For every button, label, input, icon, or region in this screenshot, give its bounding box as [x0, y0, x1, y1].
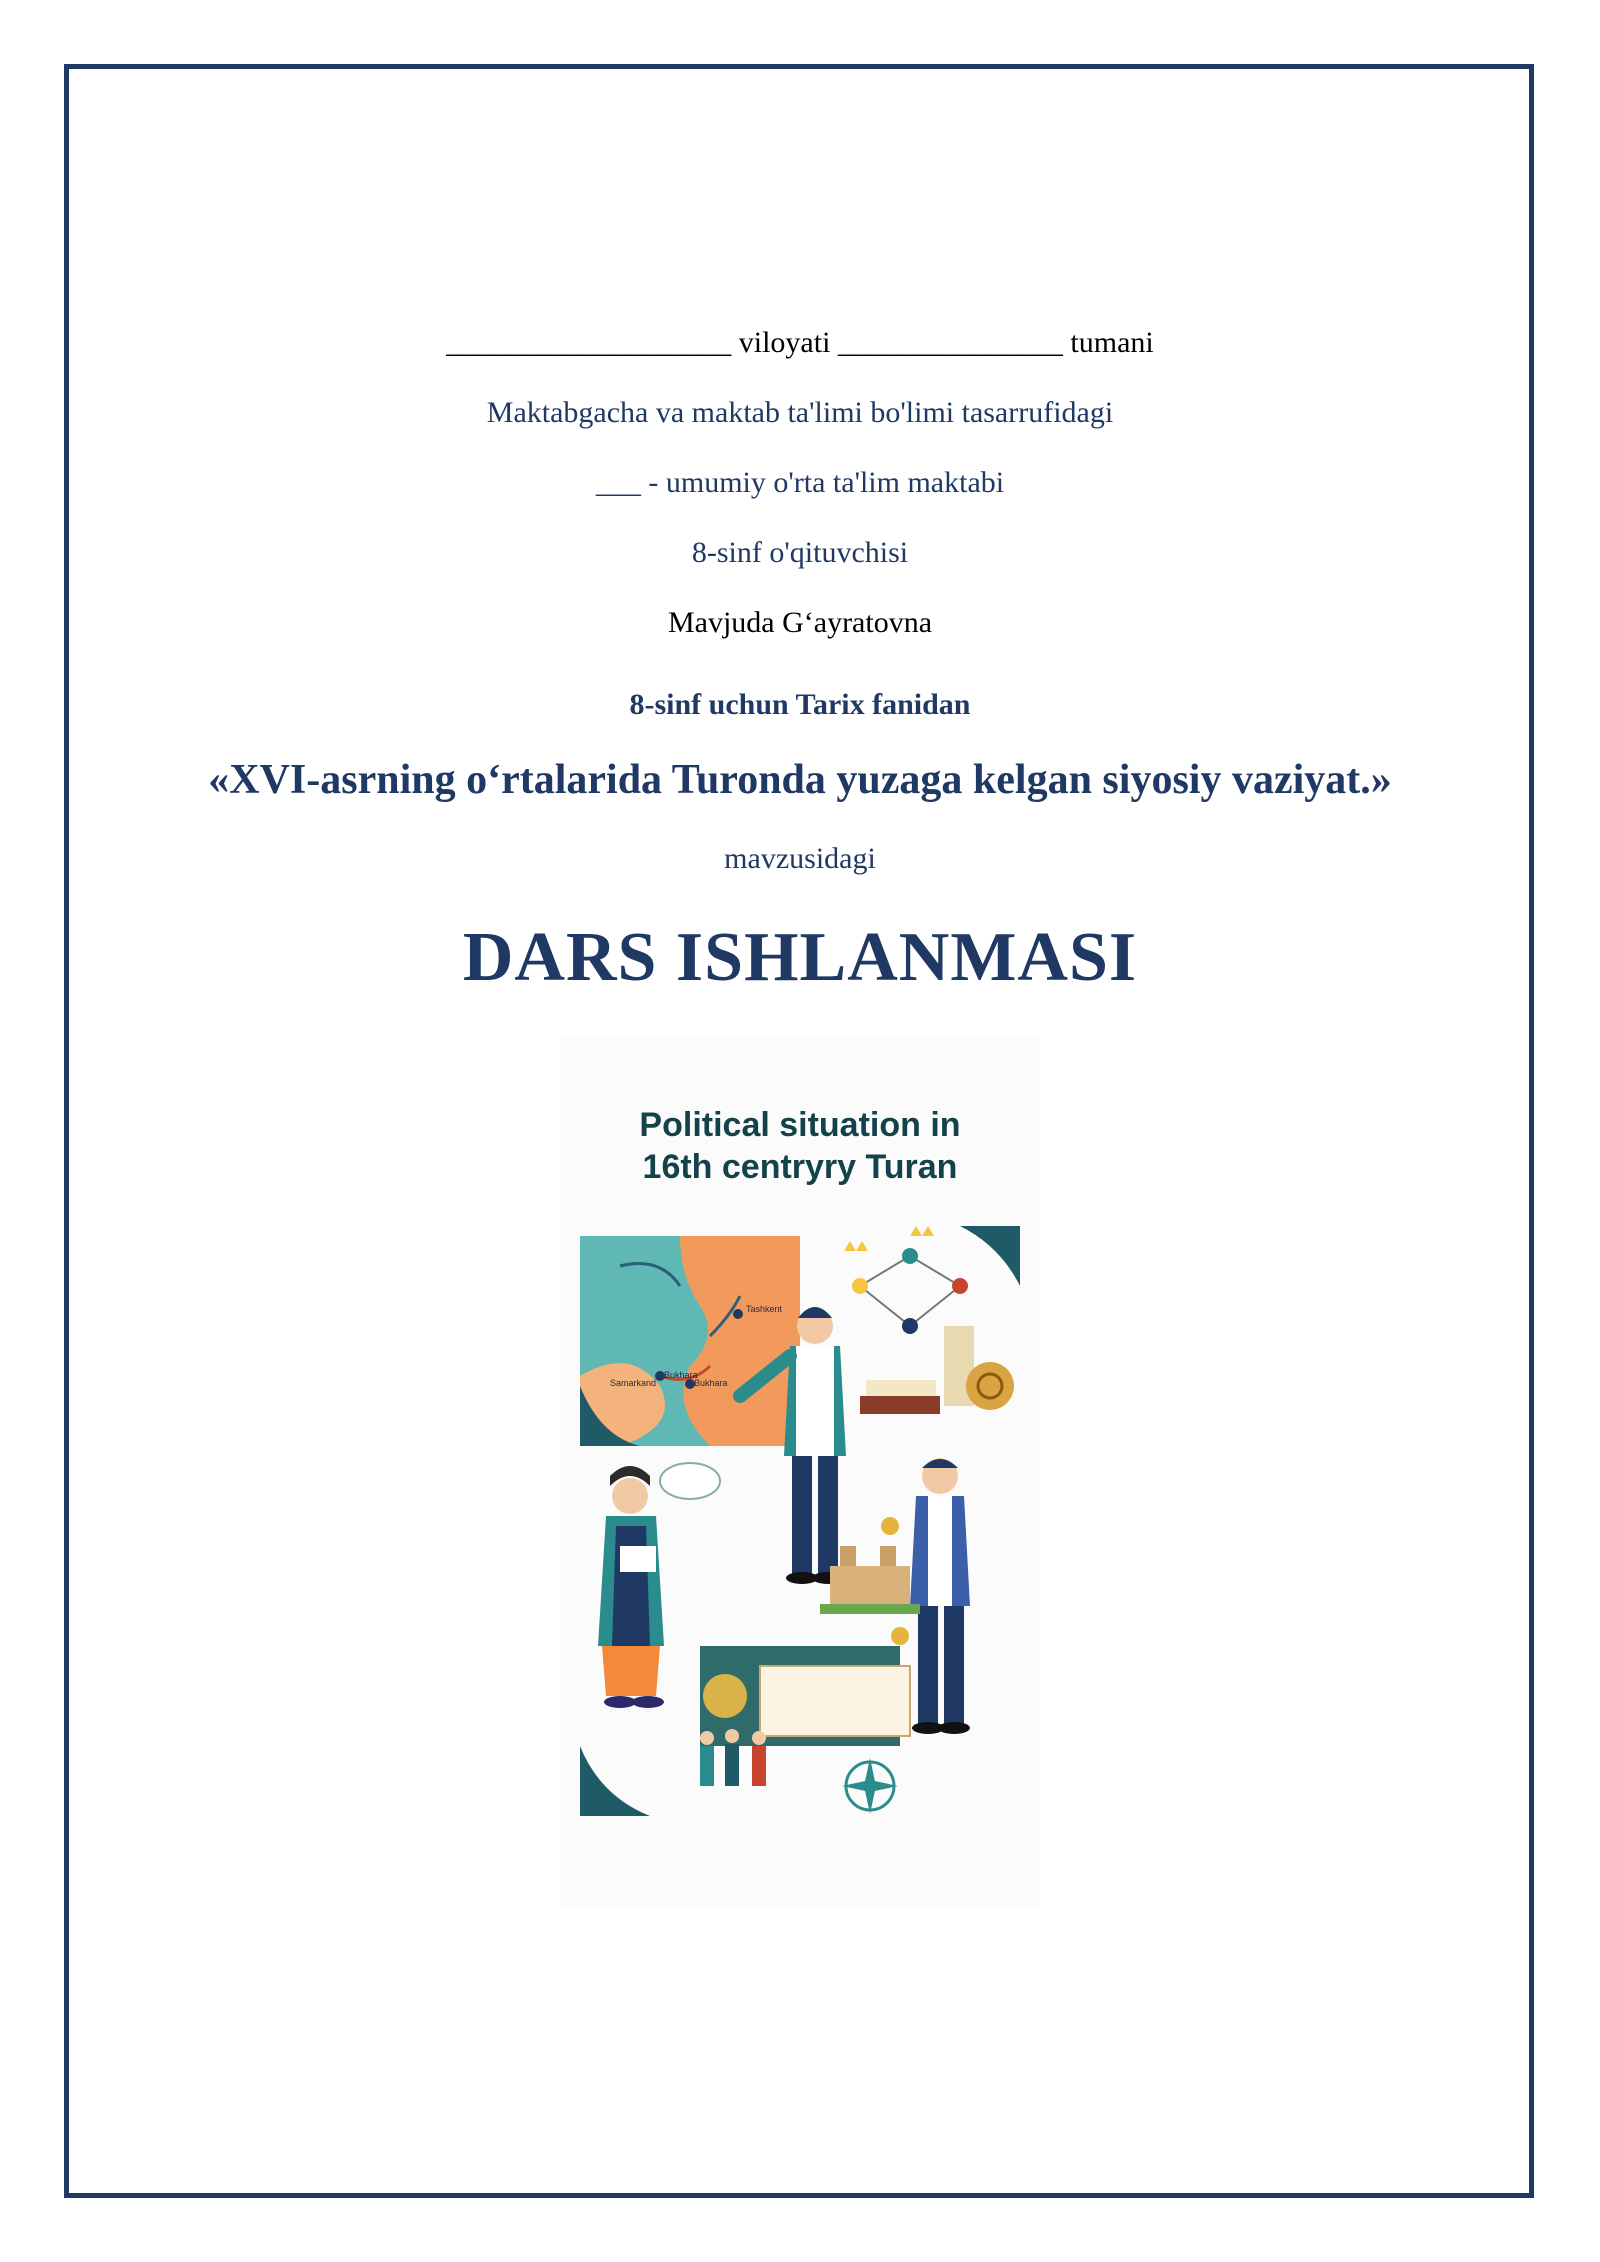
map-panel	[580, 1236, 800, 1446]
map-label-bukhara-2: Bukhara	[694, 1378, 728, 1388]
topic-suffix: mavzusidagi	[724, 842, 876, 875]
ornament-top-right	[960, 1226, 1020, 1286]
teacher-role: 8-sinf o'qituvchisi	[691, 536, 909, 569]
cover-title-line1: Political situation in	[639, 1106, 961, 1144]
teacher-name: Mavjuda G‘ayratovna	[667, 606, 933, 639]
document-type-title: DARS ISHLANMASI	[462, 919, 1138, 996]
region-line: ___________________ viloyati _______________ tumani	[446, 326, 1154, 359]
department-line: Maktabgacha va maktab ta'limi bo'limi tasarrufidagi	[486, 396, 1114, 429]
history-illustration	[560, 1226, 1040, 1866]
map-label-samarkand: Samarkand	[610, 1378, 657, 1388]
map-label-bukhara: Bukhara	[664, 1370, 698, 1380]
lesson-topic: «XVI-asrning o‘rtalarida Turonda yuzaga kelgan siyosiy vaziyat.»	[208, 757, 1392, 803]
school-line: ___ - umumiy o'rta ta'lim maktabi	[595, 466, 1005, 499]
ornament-bottom-left	[580, 1746, 650, 1816]
compass-rose	[842, 1758, 898, 1814]
cover-title-line2: 16th centryry Turan	[642, 1148, 958, 1186]
student-figure	[910, 1458, 970, 1734]
books-and-scrolls	[860, 1326, 1014, 1414]
power-network-diagram	[844, 1226, 968, 1334]
cover-illustration	[560, 1036, 1040, 1908]
subject-line: 8-sinf uchun Tarix fanidan	[629, 688, 971, 721]
warrior-figures	[700, 1729, 766, 1786]
map-label-tashkent: Tashkent	[746, 1304, 783, 1314]
